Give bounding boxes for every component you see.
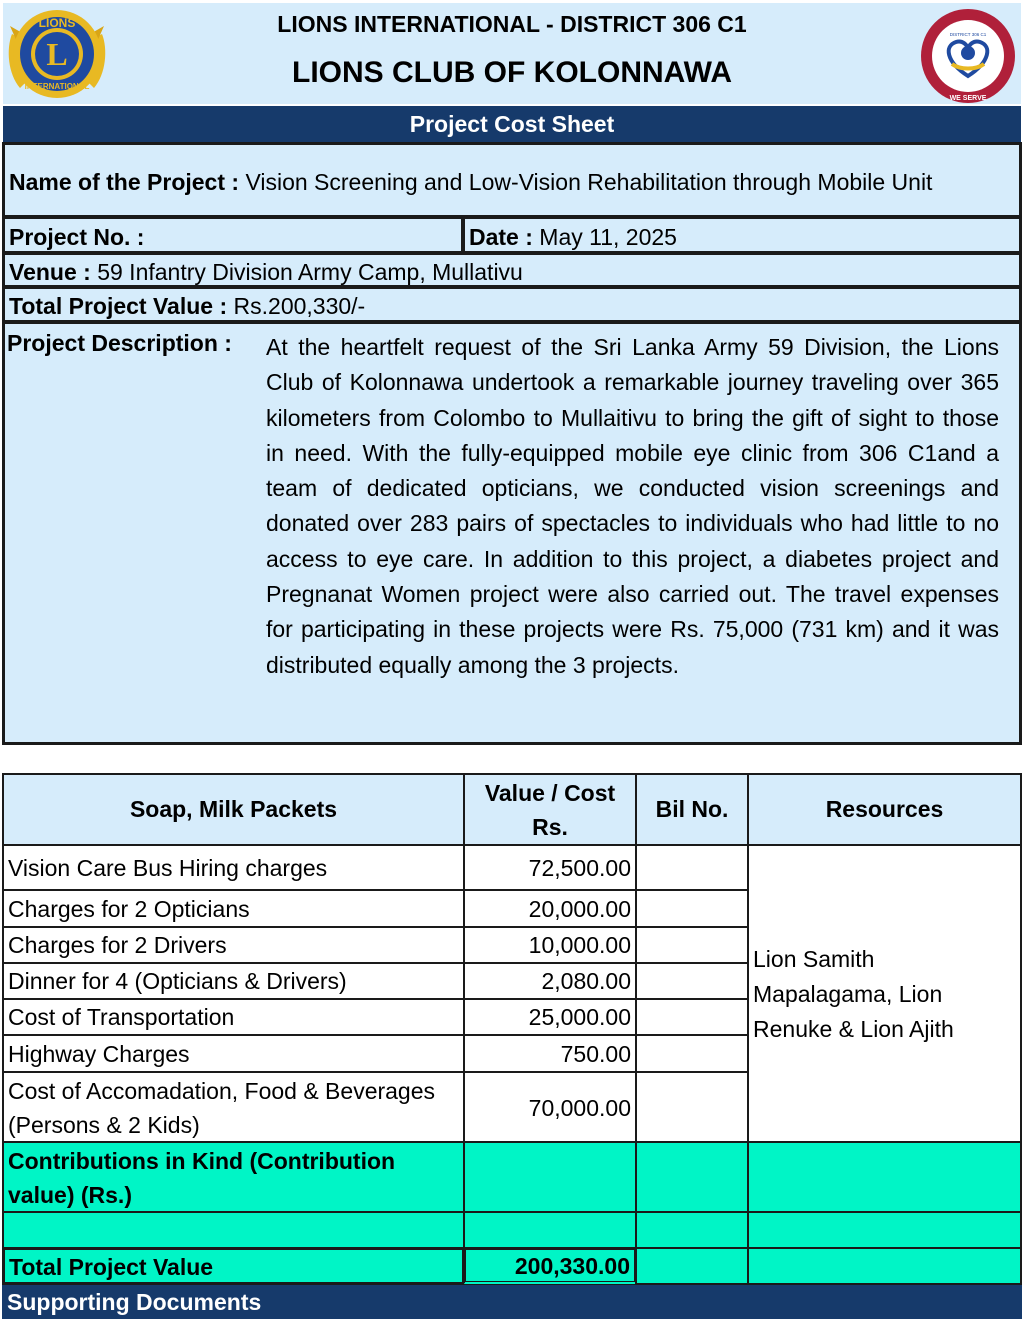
contributions-bill	[635, 1141, 749, 1213]
total-value-row	[2, 286, 1022, 323]
total-value-value: Rs.200,330/-	[233, 293, 366, 319]
empty-row-resources	[747, 1211, 1022, 1249]
contributions-resources	[747, 1141, 1022, 1213]
table-row-bill	[635, 962, 749, 1000]
project-date-value: May 11, 2025	[539, 224, 677, 250]
table-row-value: 20,000.00	[463, 889, 637, 928]
table-row-value: 2,080.00	[463, 962, 637, 1000]
project-no-label: Project No. :	[9, 224, 145, 250]
col-header-item: Soap, Milk Packets	[2, 773, 465, 846]
project-description-label: Project Description :	[7, 330, 232, 356]
table-row-item: Dinner for 4 (Opticians & Drivers)	[2, 962, 465, 1000]
table-row-bill	[635, 1071, 749, 1143]
table-row-item-line2: (Persons & 2 Kids)	[8, 1112, 200, 1138]
project-date-label: Date :	[469, 224, 533, 250]
table-row-value: 72,500.00	[463, 844, 637, 891]
lions-club-kolonnawa-logo-icon	[914, 6, 1022, 106]
table-row-bill	[635, 844, 749, 891]
lions-international-logo-icon	[4, 4, 110, 104]
lions-club-kolonnawa-logo	[914, 6, 1022, 106]
project-name-label: Name of the Project :	[9, 169, 240, 195]
total-row-value: 200,330.00	[463, 1247, 637, 1285]
contributions-value	[463, 1141, 637, 1213]
table-row-bill	[635, 889, 749, 928]
project-date-cell	[462, 216, 1022, 254]
table-row-item: Charges for 2 Opticians	[2, 889, 465, 928]
table-row-item: Vision Care Bus Hiring charges	[2, 844, 465, 891]
logo-bottom-text: INTERNATIONAL	[24, 82, 90, 91]
venue-row	[2, 252, 1022, 288]
empty-row-value	[463, 1211, 637, 1249]
project-no-cell	[2, 216, 464, 254]
venue-label: Venue :	[9, 259, 91, 285]
logo-motto: WE SERVE	[949, 95, 987, 102]
table-row-value: 10,000.00	[463, 926, 637, 964]
project-description-box	[2, 321, 1022, 745]
venue-value: 59 Infantry Division Army Camp, Mullativu	[97, 259, 523, 285]
table-row-item: Cost of Transportation	[2, 998, 465, 1036]
table-row-bill	[635, 926, 749, 964]
sheet-title: Project Cost Sheet	[3, 106, 1021, 142]
contributions-line2: value) (Rs.)	[8, 1182, 132, 1208]
project-description-text: At the heartfelt request of the Sri Lanka Army 59 Division, the Lions Club of Kolonnawa undertook a remarkable journey traveling over 365 kilometers from Colombo to Mullaitivu to bring the gift of sight to those in need. With the fully-equipped mobile eye clinic from 306 C1and a team of dedicated opticians, we conducted vision screenings and donated over 283 pairs of spectacles to individuals who had little to no access to eye care. In addition to this project, a diabetes project and Pregnanat Women project were also carried out. The travel expenses for participating in these projects were Rs. 75,000 (731 km) and it was distributed equally among the 3 projects.	[266, 334, 999, 678]
resources-text: Lion Samith Mapalagama, Lion Renuke & Lion Ajith	[753, 946, 954, 1042]
col-header-value-line1: Value / Cost	[484, 780, 616, 806]
col-header-resources: Resources	[747, 773, 1022, 846]
logo-letter: L	[46, 36, 68, 72]
total-row-bill	[635, 1247, 749, 1285]
resources-cell	[747, 844, 1022, 1143]
table-row-bill	[635, 1034, 749, 1073]
project-name-row	[2, 142, 1022, 218]
total-row-label: Total Project Value	[2, 1247, 465, 1285]
table-row-value: 70,000.00	[463, 1071, 637, 1143]
table-row-item-line1: Cost of Accomadation, Food & Beverages	[8, 1078, 436, 1104]
logo-inner-text: DISTRICT 306 C1	[949, 32, 987, 37]
table-row-bill	[635, 998, 749, 1036]
col-header-bill: Bil No.	[635, 773, 749, 846]
total-row-resources	[747, 1247, 1022, 1285]
table-row-value: 750.00	[463, 1034, 637, 1073]
empty-row-item	[2, 1211, 465, 1249]
contributions-line1: Contributions in Kind (Contribution	[8, 1148, 396, 1174]
table-row-item: Charges for 2 Drivers	[2, 926, 465, 964]
contributions-label	[2, 1141, 465, 1213]
table-row-value: 25,000.00	[463, 998, 637, 1036]
table-row-item: Highway Charges	[2, 1034, 465, 1073]
col-header-value-line2: Rs.	[532, 814, 568, 840]
club-title: LIONS CLUB OF KOLONNAWA	[292, 56, 732, 89]
supporting-documents-header: Supporting Documents	[2, 1285, 1022, 1319]
empty-row-bill	[635, 1211, 749, 1249]
logo-top-text: LIONS	[38, 16, 76, 30]
col-header-value	[463, 773, 637, 846]
lions-international-logo	[4, 4, 110, 104]
total-value-label: Total Project Value :	[9, 293, 228, 319]
table-row-item	[2, 1071, 465, 1143]
project-name-value: Vision Screening and Low-Vision Rehabilitation through Mobile Unit	[245, 169, 933, 195]
district-title: LIONS INTERNATIONAL - DISTRICT 306 C1	[277, 11, 747, 37]
